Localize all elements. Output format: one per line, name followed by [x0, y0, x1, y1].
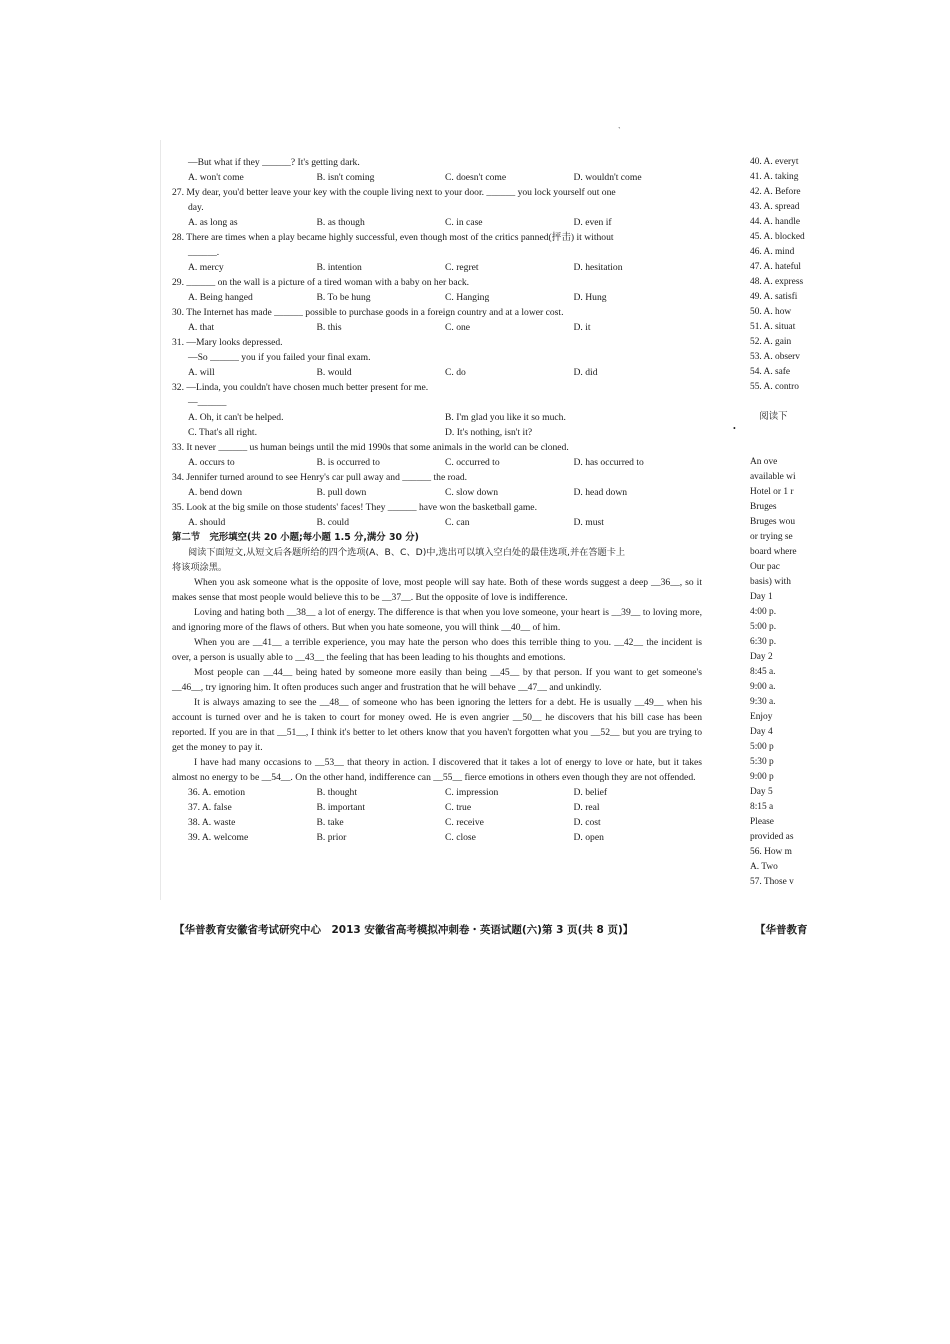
right-column-line: 40. A. everyt	[750, 157, 799, 167]
q27-options	[172, 215, 702, 230]
option: B. prior	[316, 832, 347, 843]
option: C. true	[445, 802, 472, 813]
right-column-line: 56. How m	[750, 847, 792, 857]
option: B. isn't coming	[316, 172, 375, 183]
right-column-line: provided as	[750, 832, 794, 842]
option: 38. A. waste	[188, 817, 236, 828]
q32-dialog: —______	[188, 397, 227, 408]
option: C. in case	[445, 217, 483, 228]
q32-stem: 32. —Linda, you couldn't have chosen much better present for me.	[172, 382, 429, 393]
option: D. head down	[573, 487, 628, 498]
q27-stem: 27. My dear, you'd better leave your key with the couple living next to your door. ______ you lock yourself out one	[172, 187, 616, 198]
page-footer-right: 【华普教育	[755, 924, 808, 936]
right-column-line	[750, 395, 808, 410]
page-footer: 【华普教育安徽省考试研究中心 2013 安徽省高考模拟冲刺卷・英语试题(六)第 3 页(共 8 页)】	[174, 924, 634, 936]
option: 39. A. welcome	[188, 832, 249, 843]
right-column-line: 4:00 p.	[750, 607, 777, 617]
q31-dialog: —So ______ you if you failed your final exam.	[188, 352, 371, 363]
q26-options	[172, 170, 702, 185]
option: B. important	[316, 802, 365, 813]
option: B. is occurred to	[316, 457, 380, 468]
option: B. intention	[316, 262, 362, 273]
right-column-line: Bruges	[750, 502, 777, 512]
q31-options	[172, 365, 702, 380]
fold-line	[160, 140, 161, 900]
main-column	[172, 155, 702, 845]
option: B. as though	[316, 217, 365, 228]
right-column-line: Our pac	[750, 562, 780, 572]
option: B. could	[316, 517, 350, 528]
option: D. open	[573, 832, 604, 843]
right-column-line: 52. A. gain	[750, 337, 792, 347]
right-column-line: 8:45 a.	[750, 667, 776, 677]
option: 37. A. false	[188, 802, 232, 813]
option: C. one	[445, 322, 471, 333]
option: C. That's all right.	[188, 427, 257, 438]
option: C. can	[445, 517, 470, 528]
option: C. Hanging	[445, 292, 490, 303]
option: A. occurs to	[188, 457, 235, 468]
right-column-line: basis) with	[750, 577, 791, 587]
stray-mark: `	[618, 126, 621, 135]
option: A. mercy	[188, 262, 224, 273]
option: D. did	[573, 367, 598, 378]
right-column-line: A. Two	[750, 862, 778, 872]
section2-title: 第二节 完形填空(共 20 小题;每小题 1.5 分,满分 30 分)	[172, 532, 419, 543]
option: C. doesn't come	[445, 172, 507, 183]
option: B. thought	[316, 787, 358, 798]
right-column-line: 55. A. contro	[750, 382, 799, 392]
option: A. Being hanged	[188, 292, 253, 303]
option: A. will	[188, 367, 215, 378]
right-column-line	[750, 440, 808, 455]
option: D. wouldn't come	[573, 172, 642, 183]
q36-options	[172, 785, 702, 800]
option: A. that	[188, 322, 215, 333]
option: D. real	[573, 802, 600, 813]
right-column-line: Day 4	[750, 727, 773, 737]
q32-options-row2	[172, 425, 702, 440]
right-column-line: or trying se	[750, 532, 793, 542]
q32-options-row1	[172, 410, 702, 425]
q33-stem: 33. It never ______ us human beings until the mid 1990s that some animals in the world can be cloned.	[172, 442, 569, 453]
option: D. cost	[573, 817, 601, 828]
option: B. To be hung	[316, 292, 371, 303]
option: C. do	[445, 367, 466, 378]
right-column-line: 阅读下	[750, 412, 788, 422]
right-column-line: Please	[750, 817, 774, 827]
q30-stem: 30. The Internet has made ______ possible to purchase goods in a foreign country and at a lower cost.	[172, 307, 564, 318]
option: C. occurred to	[445, 457, 500, 468]
option: A. should	[188, 517, 226, 528]
right-column-line: 49. A. satisfi	[750, 292, 798, 302]
q28-options	[172, 260, 702, 275]
option: D. Hung	[573, 292, 607, 303]
option: D. It's nothing, isn't it?	[445, 427, 533, 438]
right-column-line: 9:30 a.	[750, 697, 776, 707]
option: B. I'm glad you like it so much.	[445, 412, 566, 423]
q28-cont: ______.	[188, 247, 220, 258]
right-column-line: available wi	[750, 472, 796, 482]
passage-paragraph: It is always amazing to see the __48__ of someone who has been ignoring the letters for a debt. He is usually __49__ when his account is turned over and he is taken to court for money owed. He is even angrier __50__ he discovers that his bill case has been reported. If you are in that __51__, I think it's better to let others know that you haven't forgotten what you __52__ but you are trying to get the money to pay it.	[172, 697, 702, 753]
right-column-line: 41. A. taking	[750, 172, 799, 182]
right-column-line: Day 1	[750, 592, 773, 602]
passage-paragraph: Most people can __44__ being hated by someone more easily than being __45__ by that person. If you want to get someone's __46__, try ignoring him. It often produces such anger and frustration that he will behave __47__ and unkindly.	[172, 667, 702, 693]
passage-paragraph: When you are __41__ a terrible experience, you may hate the person who does this terrible thing to you. __42__ the incident is over, a person is usually able to __43__ the feeling that has been leading to his thoughts and emotions.	[172, 637, 702, 663]
right-column-line: 46. A. mind	[750, 247, 795, 257]
section2-instructions-cont: 将该项涂黑。	[172, 562, 228, 573]
section2-instructions: 阅读下面短文,从短文后各题所给的四个选项(A、B、C、D)中,选出可以填入空白处的最佳选项,并在答题卡上	[188, 547, 626, 558]
q28-stem: 28. There are times when a play became highly successful, even though most of the critics panned(抨击) it without	[172, 232, 614, 243]
option: C. impression	[445, 787, 499, 798]
right-column-line: An ove	[750, 457, 778, 467]
option: B. take	[316, 817, 344, 828]
right-column-line: 8:15 a	[750, 802, 774, 812]
option: C. regret	[445, 262, 479, 273]
option: D. even if	[573, 217, 612, 228]
q31-stem: 31. —Mary looks depressed.	[172, 337, 283, 348]
option: A. won't come	[188, 172, 244, 183]
passage-paragraph: Loving and hating both __38__ a lot of energy. The difference is that when you love someone, your heart is __39__ to loving more, and ignoring more of the flaws of others. But when you hate someone, you will think __40__ of him.	[172, 607, 702, 633]
right-column-line: 57. Those v	[750, 877, 794, 887]
q29-options	[172, 290, 702, 305]
right-column-line: 5:30 p	[750, 757, 774, 767]
right-column-line: 9:00 p	[750, 772, 774, 782]
option: A. as long as	[188, 217, 238, 228]
q30-options	[172, 320, 702, 335]
option: C. close	[445, 832, 476, 843]
option: B. would	[316, 367, 352, 378]
option: B. pull down	[316, 487, 367, 498]
q39-options	[172, 830, 702, 845]
right-column-line: board where	[750, 547, 797, 557]
right-column-line: 47. A. hateful	[750, 262, 802, 272]
option: C. slow down	[445, 487, 499, 498]
option: D. it	[573, 322, 591, 333]
q34-options	[172, 485, 702, 500]
q26-dialog: —But what if they ______? It's getting dark.	[188, 157, 360, 168]
right-column-line: 44. A. handle	[750, 217, 800, 227]
right-column-line	[750, 425, 808, 440]
option: 36. A. emotion	[188, 787, 246, 798]
right-column-line: 54. A. safe	[750, 367, 791, 377]
right-column-line: 43. A. spread	[750, 202, 800, 212]
right-column-line: 51. A. situat	[750, 322, 796, 332]
option: C. receive	[445, 817, 484, 828]
q34-stem: 34. Jennifer turned around to see Henry's car pull away and ______ the road.	[172, 472, 468, 483]
right-column-line: Bruges wou	[750, 517, 796, 527]
option: D. hesitation	[573, 262, 623, 273]
q38-options	[172, 815, 702, 830]
q35-stem: 35. Look at the big smile on those students' faces! They ______ have won the basketball game.	[172, 502, 537, 513]
q35-options	[172, 515, 702, 530]
q27-cont: day.	[188, 202, 204, 213]
right-column-line: 9:00 a.	[750, 682, 776, 692]
option: B. this	[316, 322, 342, 333]
right-column-line: 6:30 p.	[750, 637, 777, 647]
option: D. must	[573, 517, 604, 528]
right-column-line: 5:00 p.	[750, 622, 777, 632]
right-column-line: 45. A. blocked	[750, 232, 805, 242]
right-column-line: Day 5	[750, 787, 773, 797]
passage-paragraph: I have had many occasions to __53__ that theory in action. I discovered that it takes a lot of energy to love or hate, but it takes almost no energy to be __54__. On the other hand, indifference can __55__ fierce emotions in others even though they are not offended.	[172, 757, 702, 783]
option: A. Oh, it can't be helped.	[188, 412, 284, 423]
right-column-line: 42. A. Before	[750, 187, 801, 197]
right-column-line: 50. A. how	[750, 307, 792, 317]
passage-paragraph: When you ask someone what is the opposite of love, most people will say hate. Both of these words suggest a deep __36__, so it makes sense that most people would believe this to be __37__. But the opposite of love is indifference.	[172, 577, 702, 603]
right-column-line: Hotel or 1 r	[750, 487, 794, 497]
option: D. belief	[573, 787, 608, 798]
right-column-line: 48. A. express	[750, 277, 804, 287]
right-column-line: Day 2	[750, 652, 773, 662]
stray-dot: •	[733, 424, 736, 433]
q37-options	[172, 800, 702, 815]
right-column-line: Enjoy	[750, 712, 773, 722]
right-column-line: 53. A. observ	[750, 352, 800, 362]
q29-stem: 29. ______ on the wall is a picture of a tired woman with a baby on her back.	[172, 277, 470, 288]
right-column	[750, 155, 808, 890]
option: A. bend down	[188, 487, 243, 498]
right-column-line: 5:00 p	[750, 742, 774, 752]
option: D. has occurred to	[573, 457, 644, 468]
q33-options	[172, 455, 702, 470]
